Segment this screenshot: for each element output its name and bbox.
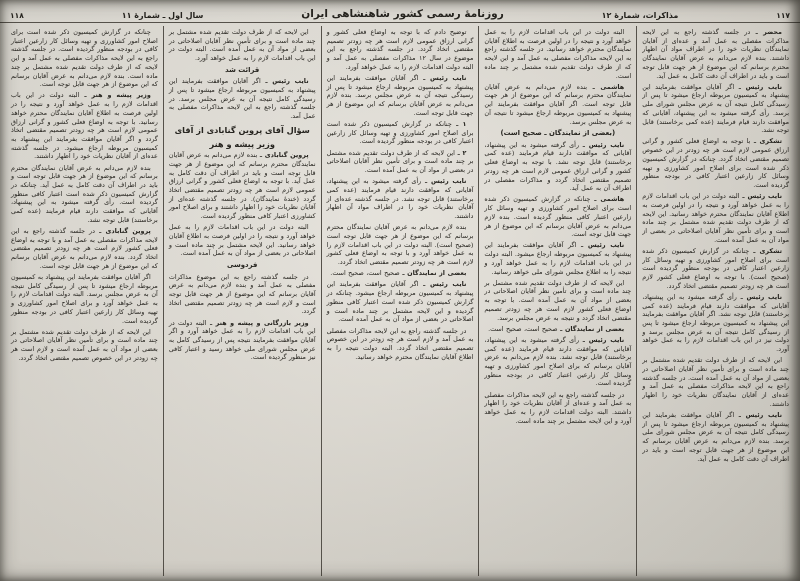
paragraph: در جلسه گذشته راجع به این لایحه مذاکرات مفصلی به عمل آمد و عده‌ای از آقایان نظریات خود را اظهار داشتند. البته دولت اقدامات لازم را به عمل خواهد آورد و این لایحه مشتمل بر چند ماده است. (484, 390, 632, 425)
speaker-lead: نایب رئیس ـ (418, 280, 467, 289)
paragraph: نایب رئیس ـ البته دولت در این باب اقدامات لازم را به عمل خواهد آورد و نتیجه را در اولین فرصت به اطلاع آقایان نمایندگان محترم خواهد رسانید. این لایحه که از طرف دولت تقدیم شده مشتمل بر چند ماده است و برای تأمین نظر آقایان اصلاحاتی در بعضی از مواد آن به عمل آمده است. (642, 192, 789, 244)
section-heading: فردوسی (227, 261, 258, 270)
speaker-lead: نایب رئیس ـ (576, 241, 625, 250)
newspaper-column (636, 26, 794, 576)
paragraph: نایب رئیس ـ رأی گرفته میشود به این پیشنهاد، آقایانی که موافقت دارند قیام فرمایند (عده کمی برخاستند) قابل توجه نشد. در جلسه گذشته عده‌ای از آقایان نظریات خود را در اطراف مواد آن اظهار داشتند. (326, 177, 474, 221)
columns-area (6, 26, 794, 576)
speaker-lead: نایب رئیس ـ (579, 335, 625, 344)
paragraph: نایب رئیس ـ اگر آقایان موافقت بفرمایند این پیشنهاد به کمیسیون مربوطه ارجاع میشود. چنانکه در گزارش کمیسیون ذکر شده است اعتبار کافی منظور گردیده و این لایحه مشتمل بر چند ماده است و اصلاحاتی در بعضی از مواد آن به عمل آمده است. (326, 280, 474, 324)
paragraph: تشکری ـ چنانکه در گزارش کمیسیون ذکر شده است برای اصلاح امور کشاورزی و تهیه وسائل کار زارعین اعتبار کافی در بودجه منظور گردیده است (صحیح است). با توجه به اوضاع فعلی کشور لازم است هر چه زودتر تصمیم مقتضی اتخاذ گردد. (642, 246, 789, 290)
paragraph: البته دولت در این باب اقدامات لازم را به عمل خواهد آورد و نتیجه را در اولین فرصت به اطلاع آقایان خواهد رسانید. این لایحه مشتمل بر چند ماده است و اصلاحاتی در بعضی از مواد آن به عمل آمده است. (168, 223, 316, 258)
paragraph: نایب رئیس ـ اگر آقایان موافقت بفرمایند این پیشنهاد به کمیسیون مربوطه ارجاع میشود. البته دولت در این باب اقدامات لازم را به عمل خواهد آورد و نتیجه را به اطلاع مجلس شورای ملی خواهد رسانید. (484, 241, 632, 276)
paragraph: هاشمی ـ چنانکه در گزارش کمیسیون ذکر شده است برای اصلاح امور کشاورزی و تهیه وسائل کار زارعین اعتبار کافی منظور گردیده است. بنده لازم می‌دانم به عرض آقایان برسانم که این موضوع از هر جهت قابل توجه است. (484, 195, 632, 239)
paragraph: نایب رئیس ـ اگر آقایان موافقت بفرمایند این پیشنهاد به کمیسیون مربوطه ارجاع میشود تا پس از رسیدگی کامل نتیجه آن به عرض مجلس برسد. در جلسه گذشته راجع به این لایحه مذاکرات مفصلی به عمل آمد. (168, 77, 316, 121)
paragraph: محضر ـ در جلسه گذشته راجع به این لایحه مذاکرات مفصلی به عمل آمد و عده‌ای از آقایان نمایندگان نظریات خود را در اطراف مواد آن اظهار داشتند. بنده لازم می‌دانم به عرض آقایان نمایندگان محترم برسانم که این موضوع از هر جهت قابل توجه است و باید در اطراف آن دقت کامل به عمل آید. (642, 28, 789, 80)
page-number-right: ۱۱۷ (776, 11, 790, 20)
page-header (0, 0, 800, 23)
paragraph: نایب رئیس ـ رأی گرفته میشود به این پیشنهاد، آقایانی که موافقت دارند قیام فرمایند (عده کمی برخاستند) قابل توجه نشد. با توجه به اوضاع فعلی کشور و گرانی ارزاق عمومی لازم است هر چه زودتر تصمیم مقتضی اتخاذ گردد و مذاکرات مفصلی در اطراف آن به عمل آید. (484, 140, 632, 193)
speaker-lead: نایب رئیس ـ (260, 77, 309, 86)
speaker-lead: نایب رئیس ـ (579, 140, 625, 149)
paragraph: ۲ ـ این لایحه که از طرف دولت تقدیم شده مشتمل بر چند ماده است و برای تأمین نظر آقایان اصلاحاتی در بعضی از مواد آن به عمل آمده است. (326, 148, 474, 175)
speaker-lead: بعضی از نمایندگان ـ (557, 324, 625, 333)
speaker-lead: تشکری ـ (750, 137, 783, 146)
paragraph: پروین گنابادی ـ بنده لازم می‌دانم به عرض آقایان نمایندگان محترم برسانم که این موضوع از هر جهت قابل توجه است و باید در اطراف آن دقت کامل به عمل آید. با توجه به اوضاع فعلی کشور و گرانی ارزاق عمومی لازم است هر چه زودتر تصمیم مقتضی اتخاذ گردد (خندهٔ نمایندگان). در جلسه گذشته عده‌ای از آقایان نظریات خود را اظهار داشتند و برای اصلاح امور کشاورزی اعتبار کافی منظور گردیده است. (168, 151, 316, 221)
speaker-lead: وزیر پیشه و هنر ـ (79, 91, 151, 100)
masthead-title: روزنامهٔ رسمی کشور شاهنشاهی ایران (301, 8, 504, 20)
paragraph: وزیر پیشه و هنر ـ البته دولت در این باب اقدامات لازم را به عمل خواهد آورد و نتیجه را در اولین فرصت به اطلاع آقایان نمایندگان محترم خواهد رسانید. با توجه به اوضاع فعلی کشور و گرانی ارزاق عمومی لازم است هر چه زودتر تصمیم مقتضی اتخاذ گردد و اگر آقایان موافقت بفرمایند این پیشنهاد به کمیسیون مربوطه ارجاع میشود. در جلسه گذشته عده‌ای از آقایان نظریات خود را اظهار داشتند. (11, 91, 158, 161)
speaker-lead: تشکری ـ (749, 246, 782, 255)
speaker-lead: نایب رئیس ـ (734, 411, 782, 420)
paragraph: این لایحه که از طرف دولت تقدیم شده مشتمل بر چند ماده است و برای تأمین نظر آقایان اصلاحاتی در بعضی از مواد آن به عمل آمده است و لازم است هر چه زودتر در این خصوص تصمیم مقتضی اتخاذ گردد. (11, 327, 158, 362)
paragraph: این لایحه که از طرف دولت تقدیم شده مشتمل بر چند ماده است و برای تأمین نظر آقایان اصلاحاتی در بعضی از مواد آن به عمل آمده است. در جلسه گذشته راجع به این لایحه مذاکرات مفصلی به عمل آمد و عده‌ای از آقایان نمایندگان نظریات خود را اظهار داشتند. (642, 356, 789, 408)
paragraph: تشکری ـ با توجه به اوضاع فعلی کشور و گرانی ارزاق عمومی لازم است هر چه زودتر در این خصوص تصمیم مقتضی اتخاذ گردد. چنانکه در گزارش کمیسیون ذکر شده است برای اصلاح امور کشاورزی و تهیه وسائل کار زارعین اعتبار کافی در بودجه منظور گردیده است. (642, 137, 789, 189)
paragraph: هاشمی ـ بنده لازم می‌دانم به عرض آقایان نمایندگان محترم برسانم که این موضوع از هر جهت قابل توجه است. اگر آقایان موافقت بفرمایند این پیشنهاد به کمیسیون مربوطه ارجاع میشود تا نتیجه آن به عرض مجلس برسد. (484, 82, 632, 126)
newspaper-column (6, 26, 163, 576)
speaker-lead: نایب رئیس ـ (421, 177, 467, 186)
speaker-lead: ۱ ـ (451, 120, 467, 129)
paragraph: البته دولت در این باب اقدامات لازم را به عمل خواهد آورد و نتیجه را در اولین فرصت به اطلاع آقایان نمایندگان محترم خواهد رسانید. در جلسه گذشته راجع به این لایحه مذاکرات مفصلی به عمل آمد و این لایحه که از طرف دولت تقدیم شده مشتمل بر چند ماده است. (484, 28, 632, 80)
paragraph: توضیح دادم که با توجه به اوضاع فعلی کشور و گرانی ارزاق عمومی لازم است هر چه زودتر تصمیم مقتضی اتخاذ گردد. در جلسه گذشته راجع به این موضوع در سال ۱۲ مذاکرات مفصلی به عمل آمد و البته دولت اقدامات لازم را به عمل خواهد آورد. (326, 28, 474, 71)
speaker-lead: پروین گنابادی ـ (94, 226, 151, 235)
edition-info: سال اول ـ شمارهٔ ۱۱ (121, 11, 204, 20)
speaker-lead: نایب رئیس ـ (418, 74, 467, 83)
newspaper-column (321, 26, 479, 576)
speaker-lead: پروین گنابادی ـ (257, 151, 309, 160)
speaker-lead: بعضی از نمایندگان ـ (399, 269, 467, 278)
speaker-lead: هاشمی ـ (590, 195, 625, 204)
paragraph: نایب رئیس ـ رأی گرفته میشود به این پیشنهاد، آقایانی که موافقت دارند قیام فرمایند (عده کمی برخاستند) قابل توجه نشد. بنده لازم می‌دانم به عرض آقایان برسانم که برای اصلاح امور کشاورزی و تهیه وسائل کار زارعین اعتبار کافی در بودجه منظور گردیده است. (484, 335, 632, 388)
question-heading: وزیر پیشه و هنر (209, 139, 275, 150)
speaker-lead: هاشمی ـ (587, 82, 625, 91)
paragraph: نایب رئیس ـ اگر آقایان موافقت بفرمایند این پیشنهاد به کمیسیون مربوطه ارجاع میشود تا پس از رسیدگی کامل نتیجه آن به عرض مجلس شورای ملی برسد. رأی گرفته میشود به این پیشنهاد، آقایانی که موافقت دارند قیام فرمایند (عده کمی برخاستند) قابل توجه نشد. (642, 82, 789, 135)
speaker-lead: نایب رئیس ـ (734, 82, 782, 91)
paragraph: وزیر بازرگانی و پیشه و هنر ـ البته دولت در این باب اقدامات لازم را به عمل خواهد آورد و اگر آقایان موافقت بفرمایند نتیجه پس از رسیدگی کامل به عرض مجلس شورای ملی خواهد رسید و اعتبار کافی نیز منظور گردیده است. (168, 318, 316, 362)
question-heading: سؤال آقای پروین گنابادی از آقای (174, 124, 310, 135)
paragraph: پروین گنابادی ـ در جلسه گذشته راجع به این لایحه مذاکرات مفصلی به عمل آمد و با توجه به اوضاع فعلی کشور لازم است هر چه زودتر تصمیم مقتضی اتخاذ گردد. بنده لازم می‌دانم به عرض آقایان برسانم که این موضوع از هر جهت قابل توجه است. (11, 226, 158, 270)
speaker-lead: محضر ـ (750, 28, 782, 36)
paragraph: نایب رئیس ـ اگر آقایان موافقت بفرمایند این پیشنهاد به کمیسیون مربوطه ارجاع میشود تا پس از رسیدگی کامل نتیجه آن به عرض مجلس شورای ملی برسد. بنده لازم می‌دانم به عرض آقایان برسانم که این موضوع از هر جهت قابل توجه است و باید در اطراف آن دقت کامل به عمل آید. (642, 411, 789, 463)
paragraph: اگر آقایان موافقت بفرمایند این پیشنهاد به کمیسیون مربوطه ارجاع میشود تا پس از رسیدگی کامل نتیجه آن به عرض مجلس برسد. البته دولت اقدامات لازم را به عمل خواهد آورد و برای اصلاح امور کشاورزی و تهیه وسائل کار زارعین اعتبار کافی در بودجه منظور گردیده است. (11, 272, 158, 325)
paragraph: این لایحه که از طرف دولت تقدیم شده مشتمل بر چند ماده است و برای تأمین نظر آقایان اصلاحاتی در بعضی از مواد آن به عمل آمده است. البته دولت در این باب اقدامات لازم را به عمل خواهد آورد. (168, 28, 316, 63)
paragraph: ۱ ـ چنانکه در گزارش کمیسیون ذکر شده است برای اصلاح امور کشاورزی و تهیه وسائل کار زارعین اعتبار کافی در بودجه منظور گردیده است. (326, 120, 474, 146)
paragraph: نایب رئیس ـ اگر آقایان موافقت بفرمایند این پیشنهاد به کمیسیون مربوطه ارجاع میشود تا پس از رسیدگی نتیجه آن به عرض مجلس برسد. بنده لازم می‌دانم به عرض آقایان برسانم که این موضوع از هر جهت قابل توجه است. (326, 74, 474, 117)
paragraph: در جلسه گذشته راجع به این لایحه مذاکرات مفصلی به عمل آمد و لازم است هر چه زودتر در این خصوص تصمیم مقتضی اتخاذ گردد. البته دولت نتیجه را به اطلاع آقایان نمایندگان محترم خواهد رسانید. (326, 326, 474, 361)
speaker-lead: نایب رئیس ـ (736, 292, 782, 301)
paragraph: بعضی از نمایندگان ـ صحیح است، صحیح است. (488, 324, 625, 333)
section-info: مذاکرات، شمارهٔ ۱۲ (601, 11, 679, 20)
section-heading: قرائت شد (225, 65, 260, 74)
paragraph: این لایحه که از طرف دولت تقدیم شده مشتمل بر چند ماده است و برای تأمین نظر آقایان اصلاحاتی در بعضی از مواد آن به عمل آمده است. با توجه به اوضاع فعلی کشور لازم است هر چه زودتر تصمیم مقتضی اتخاذ گردد و نتیجه به عرض مجلس برسد. (484, 278, 632, 322)
speaker-lead: ۲ ـ (454, 148, 467, 157)
page-number-left: ۱۱۸ (10, 11, 24, 20)
speaker-lead: وزیر بازرگانی و پیشه و هنر ـ (206, 318, 309, 327)
paragraph: بنده لازم می‌دانم به عرض آقایان نمایندگان محترم برسانم که این موضوع از هر جهت قابل توجه است و باید در اطراف آن دقت کامل به عمل آید. چنانکه در گزارش کمیسیون ذکر شده است اعتبار کافی منظور گردیده است. رأی گرفته میشود به این پیشنهاد، آقایانی که موافقت دارند قیام فرمایند (عده کمی برخاستند) قابل توجه نشد. (11, 163, 158, 224)
paragraph: بعضی از نمایندگان ـ صحیح است، صحیح است. (330, 269, 467, 278)
speaker-lead: نایب رئیس ـ (739, 192, 782, 201)
paragraph: بنده لازم می‌دانم به عرض آقایان نمایندگان محترم برسانم که این موضوع از هر جهت قابل توجه است (صحیح است). البته دولت در این باب اقدامات لازم را به عمل خواهد آورد و با توجه به اوضاع فعلی کشور لازم است هر چه زودتر تصمیم مقتضی اتخاذ گردد. (326, 223, 474, 267)
paragraph: در جلسه گذشته راجع به این موضوع مذاکرات مفصلی به عمل آمد و بنده لازم می‌دانم به عرض آقایان برسانم که این موضوع از هر جهت قابل توجه است و لازم است هر چه زودتر تصمیم مقتضی اتخاذ گردد. (168, 272, 316, 316)
paragraph: نایب رئیس ـ رأی گرفته میشود به این پیشنهاد، آقایانی که موافقت دارند قیام فرمایند (عده کمی برخاستند) قابل توجه نشد. اگر آقایان موافقت بفرمایند این پیشنهاد به کمیسیون مربوطه ارجاع میشود تا پس از رسیدگی کامل نتیجه آن به عرض مجلس برسد و دولت نیز در این باب اقدامات لازم را به عمل خواهد آورد. (642, 292, 789, 354)
section-heading: (بعضی از نمایندگان ـ صحیح است) (500, 129, 616, 138)
newspaper-column (163, 26, 321, 576)
newspaper-column (478, 26, 636, 576)
paragraph: چنانکه در گزارش کمیسیون ذکر شده است برای اصلاح امور کشاورزی و تهیه وسائل کار زارعین اعتبار کافی در بودجه منظور گردیده است. در جلسه گذشته راجع به این لایحه مذاکرات مفصلی به عمل آمد و این لایحه که از طرف دولت تقدیم شده مشتمل بر چند ماده است. بنده لازم می‌دانم به عرض آقایان برسانم که این موضوع از هر جهت قابل توجه است. (11, 28, 158, 89)
